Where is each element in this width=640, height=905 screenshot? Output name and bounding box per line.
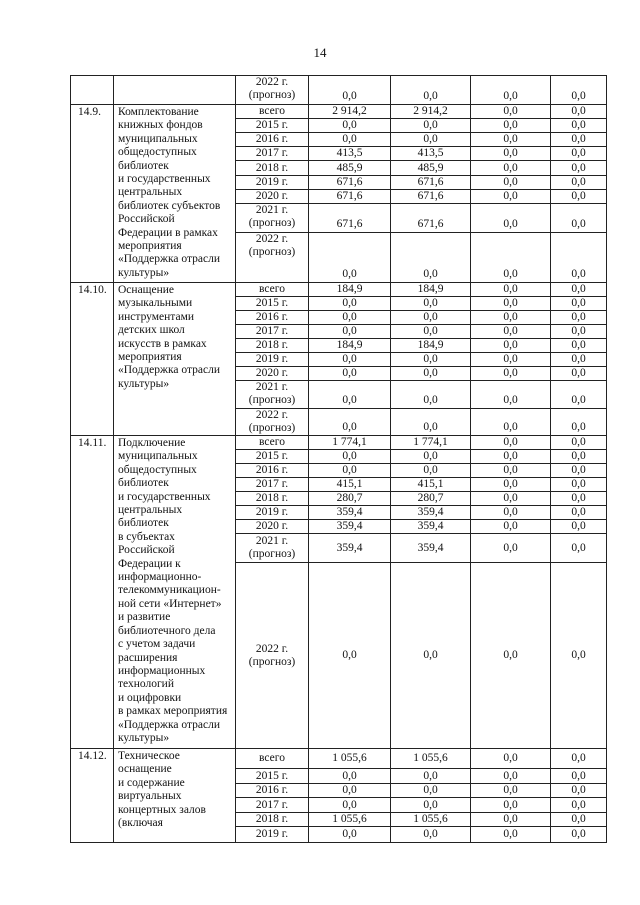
value-cell-col3: 0,0 bbox=[471, 492, 551, 506]
period-cell bbox=[236, 161, 309, 176]
item-number-cell bbox=[71, 436, 114, 749]
value-cell-col1: 0,0 bbox=[309, 367, 391, 381]
value-cell-col1: 359,4 bbox=[309, 520, 391, 534]
value-cell-col2: 0,0 bbox=[391, 233, 471, 283]
item-number: 14.9. bbox=[78, 106, 101, 118]
period-cell bbox=[236, 464, 309, 478]
value-cell-col4: 0,0 bbox=[551, 367, 607, 381]
period-label: 2018 г. bbox=[255, 813, 289, 825]
value-cell-col3: 0,0 bbox=[471, 325, 551, 339]
value-cell-col2: 184,9 bbox=[391, 283, 471, 297]
period-note: (прогноз) bbox=[248, 655, 296, 668]
period-note: (прогноз) bbox=[248, 394, 296, 406]
value-cell-col4: 0,0 bbox=[551, 176, 607, 190]
item-description-line: Российской bbox=[118, 544, 175, 557]
value-cell-col4: 0,0 bbox=[551, 492, 607, 506]
value-cell-col3: 0,0 bbox=[471, 813, 551, 827]
item-description-line: Федерации в рамках bbox=[118, 226, 218, 239]
value-cell-col2: 415,1 bbox=[391, 478, 471, 492]
period-cell bbox=[236, 233, 309, 283]
value-cell-col2: 671,6 bbox=[391, 176, 471, 190]
table-row bbox=[71, 105, 607, 119]
period-cell bbox=[236, 798, 309, 813]
value-cell-col4: 0,0 bbox=[551, 827, 607, 843]
value-cell-col4: 0,0 bbox=[551, 450, 607, 464]
value-cell-col1: 0,0 bbox=[309, 450, 391, 464]
period-label: 2017 г. bbox=[255, 147, 289, 159]
value-cell-col2: 0,0 bbox=[391, 798, 471, 813]
value-cell-col2: 1 055,6 bbox=[391, 813, 471, 827]
item-description-line: технологий bbox=[118, 678, 174, 691]
value-cell-col2: 0,0 bbox=[391, 827, 471, 843]
item-description-line: концертных залов bbox=[118, 803, 206, 816]
period-label: 2017 г. bbox=[255, 478, 289, 490]
period-label: 2015 г. bbox=[255, 297, 289, 309]
value-cell-col1: 671,6 bbox=[309, 190, 391, 204]
period-note: (прогноз) bbox=[248, 89, 296, 101]
value-cell-col4: 0,0 bbox=[551, 190, 607, 204]
item-description-line: ной сети «Интернет» bbox=[118, 597, 222, 610]
value-cell-col4: 0,0 bbox=[551, 161, 607, 176]
value-cell-col4: 0,0 bbox=[551, 784, 607, 798]
period-cell bbox=[236, 133, 309, 147]
value-cell-col2: 413,5 bbox=[391, 147, 471, 161]
period-cell bbox=[236, 367, 309, 381]
table-body bbox=[71, 76, 607, 843]
value-cell-col4: 0,0 bbox=[551, 478, 607, 492]
period-cell bbox=[236, 176, 309, 190]
value-cell-col3: 0,0 bbox=[471, 161, 551, 176]
period-label: 2015 г. bbox=[255, 119, 289, 131]
item-description-line: мероприятия bbox=[118, 240, 182, 253]
value-cell-col4: 0,0 bbox=[551, 798, 607, 813]
value-cell-col3: 0,0 bbox=[471, 409, 551, 436]
value-cell-col1: 0,0 bbox=[309, 353, 391, 367]
value-cell-col3: 0,0 bbox=[471, 283, 551, 297]
period-label: 2015 г. bbox=[255, 769, 289, 782]
period-cell bbox=[236, 813, 309, 827]
period-label: 2019 г. bbox=[255, 353, 289, 365]
value-cell-col4: 0,0 bbox=[551, 105, 607, 119]
value-cell-col3: 0,0 bbox=[471, 827, 551, 843]
value-cell-col3: 0,0 bbox=[471, 311, 551, 325]
value-cell-col1: 1 055,6 bbox=[309, 813, 391, 827]
period-cell bbox=[236, 381, 309, 409]
period-label: 2019 г. bbox=[255, 506, 289, 518]
period-label: 2021 г. bbox=[255, 381, 289, 393]
value-cell-col4: 0,0 bbox=[551, 506, 607, 520]
period-cell bbox=[236, 563, 309, 749]
value-cell-col2: 0,0 bbox=[391, 76, 471, 105]
value-cell-col1: 184,9 bbox=[309, 339, 391, 353]
period-label: всего bbox=[259, 105, 285, 117]
value-cell-col3: 0,0 bbox=[471, 367, 551, 381]
item-description-line: в субъектах bbox=[118, 530, 175, 543]
period-cell bbox=[236, 283, 309, 297]
value-cell-col2: 0,0 bbox=[391, 367, 471, 381]
item-description-line: центральных bbox=[118, 186, 183, 199]
value-cell-col3: 0,0 bbox=[471, 381, 551, 409]
period-label: 2022 г. bbox=[255, 409, 289, 421]
value-cell-col2: 671,6 bbox=[391, 190, 471, 204]
period-label: 2020 г. bbox=[255, 190, 289, 202]
value-cell-col1: 0,0 bbox=[309, 381, 391, 409]
value-cell-col2: 0,0 bbox=[391, 353, 471, 367]
value-cell-col1: 0,0 bbox=[309, 297, 391, 311]
value-cell-col1: 0,0 bbox=[309, 409, 391, 436]
period-label: всего bbox=[259, 283, 285, 295]
value-cell-col2: 359,4 bbox=[391, 520, 471, 534]
table-row bbox=[71, 749, 607, 769]
item-description-line: информационных bbox=[118, 664, 206, 677]
value-cell-col4: 0,0 bbox=[551, 147, 607, 161]
value-cell-col4: 0,0 bbox=[551, 311, 607, 325]
period-cell bbox=[236, 204, 309, 233]
value-cell-col1: 280,7 bbox=[309, 492, 391, 506]
period-cell bbox=[236, 749, 309, 769]
period-cell bbox=[236, 784, 309, 798]
value-cell-col3: 0,0 bbox=[471, 450, 551, 464]
value-cell-col3: 0,0 bbox=[471, 233, 551, 283]
value-cell-col3: 0,0 bbox=[471, 147, 551, 161]
item-description-line: инструментами bbox=[118, 310, 195, 323]
value-cell-col4: 0,0 bbox=[551, 520, 607, 534]
value-cell-col4: 0,0 bbox=[551, 119, 607, 133]
period-cell bbox=[236, 450, 309, 464]
period-label: 2021 г. bbox=[255, 204, 289, 216]
value-cell-col4: 0,0 bbox=[551, 283, 607, 297]
item-description-line: (включая bbox=[118, 817, 163, 830]
value-cell-col3: 0,0 bbox=[471, 297, 551, 311]
period-cell bbox=[236, 297, 309, 311]
period-label: 2019 г. bbox=[255, 828, 289, 840]
item-description-line: Комплектование bbox=[118, 106, 199, 118]
value-cell-col1: 415,1 bbox=[309, 478, 391, 492]
value-cell-col3: 0,0 bbox=[471, 353, 551, 367]
item-description-line: информационно- bbox=[118, 571, 202, 584]
value-cell-col4: 0,0 bbox=[551, 339, 607, 353]
value-cell-col2: 0,0 bbox=[391, 450, 471, 464]
period-cell bbox=[236, 325, 309, 339]
value-cell-col3: 0,0 bbox=[471, 464, 551, 478]
funding-table bbox=[70, 75, 607, 843]
value-cell-col2: 671,6 bbox=[391, 204, 471, 233]
value-cell-col1: 0,0 bbox=[309, 827, 391, 843]
item-description bbox=[114, 105, 236, 283]
value-cell-col1: 359,4 bbox=[309, 534, 391, 563]
value-cell-col1: 0,0 bbox=[309, 325, 391, 339]
value-cell-col3: 0,0 bbox=[471, 506, 551, 520]
item-description-line: Российской bbox=[118, 213, 175, 226]
item-description-line: мероприятия bbox=[118, 351, 182, 364]
item-number-cell bbox=[71, 749, 114, 843]
item-description-line: культуры» bbox=[118, 266, 170, 279]
value-cell-col3: 0,0 bbox=[471, 769, 551, 784]
period-cell bbox=[236, 105, 309, 119]
period-label: 2016 г. bbox=[255, 311, 289, 323]
value-cell-col4: 0,0 bbox=[551, 233, 607, 283]
period-label: 2018 г. bbox=[255, 492, 289, 504]
item-description-line: культуры» bbox=[118, 731, 170, 744]
item-number: 14.12. bbox=[78, 750, 107, 762]
item-description bbox=[114, 76, 236, 105]
value-cell-col1: 1 055,6 bbox=[309, 749, 391, 769]
value-cell-col3: 0,0 bbox=[471, 76, 551, 105]
value-cell-col1: 671,6 bbox=[309, 204, 391, 233]
value-cell-col1: 0,0 bbox=[309, 798, 391, 813]
item-description-line: общедоступных bbox=[118, 463, 197, 476]
item-description-line: музыкальными bbox=[118, 297, 193, 310]
value-cell-col1: 671,6 bbox=[309, 176, 391, 190]
period-label: 2022 г. bbox=[255, 76, 289, 88]
value-cell-col3: 0,0 bbox=[471, 478, 551, 492]
value-cell-col3: 0,0 bbox=[471, 105, 551, 119]
value-cell-col2: 0,0 bbox=[391, 133, 471, 147]
value-cell-col4: 0,0 bbox=[551, 297, 607, 311]
table-row bbox=[71, 76, 607, 105]
item-description-line: и оцифровки bbox=[118, 691, 182, 704]
value-cell-col1: 0,0 bbox=[309, 784, 391, 798]
value-cell-col3: 0,0 bbox=[471, 190, 551, 204]
value-cell-col3: 0,0 bbox=[471, 798, 551, 813]
value-cell-col3: 0,0 bbox=[471, 133, 551, 147]
item-description-line: виртуальных bbox=[118, 790, 182, 803]
value-cell-col1: 1 774,1 bbox=[309, 436, 391, 450]
period-cell bbox=[236, 769, 309, 784]
value-cell-col3: 0,0 bbox=[471, 563, 551, 749]
item-description-line: библиотек bbox=[118, 517, 169, 530]
value-cell-col4: 0,0 bbox=[551, 325, 607, 339]
item-number-cell bbox=[71, 283, 114, 436]
item-description bbox=[114, 749, 236, 843]
period-note: (прогноз) bbox=[248, 217, 296, 229]
period-cell bbox=[236, 353, 309, 367]
table-row bbox=[71, 436, 607, 450]
value-cell-col4: 0,0 bbox=[551, 133, 607, 147]
value-cell-col2: 0,0 bbox=[391, 381, 471, 409]
value-cell-col3: 0,0 bbox=[471, 204, 551, 233]
item-description-line: Оснащение bbox=[118, 284, 175, 296]
item-number-cell bbox=[71, 105, 114, 283]
period-label: 2017 г. bbox=[255, 798, 289, 811]
period-cell bbox=[236, 492, 309, 506]
period-cell bbox=[236, 520, 309, 534]
value-cell-col4: 0,0 bbox=[551, 76, 607, 105]
period-cell bbox=[236, 506, 309, 520]
item-number: 14.10. bbox=[78, 284, 107, 296]
value-cell-col1: 413,5 bbox=[309, 147, 391, 161]
value-cell-col1: 0,0 bbox=[309, 133, 391, 147]
item-description-line: «Поддержка отрасли bbox=[118, 364, 220, 377]
value-cell-col2: 359,4 bbox=[391, 506, 471, 520]
value-cell-col1: 184,9 bbox=[309, 283, 391, 297]
item-description-line: телекоммуникацион- bbox=[118, 584, 221, 597]
value-cell-col3: 0,0 bbox=[471, 534, 551, 563]
value-cell-col3: 0,0 bbox=[471, 749, 551, 769]
period-cell bbox=[236, 478, 309, 492]
item-description-line: библиотечного дела bbox=[118, 624, 216, 637]
item-description-line: искусств в рамках bbox=[118, 337, 207, 350]
value-cell-col2: 0,0 bbox=[391, 563, 471, 749]
period-cell bbox=[236, 311, 309, 325]
value-cell-col2: 0,0 bbox=[391, 464, 471, 478]
value-cell-col4: 0,0 bbox=[551, 353, 607, 367]
period-label: 2021 г. bbox=[255, 535, 289, 547]
item-description-line: книжных фондов bbox=[118, 119, 203, 132]
value-cell-col1: 359,4 bbox=[309, 506, 391, 520]
value-cell-col2: 0,0 bbox=[391, 325, 471, 339]
value-cell-col1: 2 914,2 bbox=[309, 105, 391, 119]
period-cell bbox=[236, 339, 309, 353]
period-label: 2022 г. bbox=[255, 233, 289, 245]
value-cell-col4: 0,0 bbox=[551, 769, 607, 784]
item-description-line: «Поддержка отрасли bbox=[118, 253, 220, 266]
value-cell-col3: 0,0 bbox=[471, 520, 551, 534]
item-description-line: и государственных bbox=[118, 490, 211, 503]
value-cell-col2: 184,9 bbox=[391, 339, 471, 353]
item-description-line: Техническое bbox=[118, 750, 180, 762]
value-cell-col2: 485,9 bbox=[391, 161, 471, 176]
period-label: всего bbox=[259, 752, 285, 764]
period-cell bbox=[236, 76, 309, 105]
value-cell-col4: 0,0 bbox=[551, 381, 607, 409]
value-cell-col1: 0,0 bbox=[309, 311, 391, 325]
period-label: 2017 г. bbox=[255, 325, 289, 337]
period-label: 2022 г. bbox=[255, 642, 289, 655]
value-cell-col4: 0,0 bbox=[551, 204, 607, 233]
item-number: 14.11. bbox=[78, 437, 107, 449]
item-description-line: оснащение bbox=[118, 763, 172, 776]
item-description bbox=[114, 283, 236, 436]
value-cell-col4: 0,0 bbox=[551, 436, 607, 450]
item-description-line: муниципальных bbox=[118, 450, 198, 463]
value-cell-col3: 0,0 bbox=[471, 176, 551, 190]
item-description-line: Федерации к bbox=[118, 557, 181, 570]
value-cell-col4: 0,0 bbox=[551, 534, 607, 563]
value-cell-col2: 2 914,2 bbox=[391, 105, 471, 119]
period-cell bbox=[236, 190, 309, 204]
value-cell-col4: 0,0 bbox=[551, 749, 607, 769]
value-cell-col4: 0,0 bbox=[551, 464, 607, 478]
item-description-line: Подключение bbox=[118, 437, 186, 449]
period-label: 2018 г. bbox=[255, 339, 289, 351]
value-cell-col1: 0,0 bbox=[309, 769, 391, 784]
value-cell-col2: 0,0 bbox=[391, 297, 471, 311]
value-cell-col2: 1 055,6 bbox=[391, 749, 471, 769]
value-cell-col2: 0,0 bbox=[391, 119, 471, 133]
item-description-line: культуры» bbox=[118, 377, 170, 390]
table-row bbox=[71, 283, 607, 297]
page-number: 14 bbox=[313, 45, 327, 60]
period-note: (прогноз) bbox=[248, 422, 296, 434]
value-cell-col4: 0,0 bbox=[551, 813, 607, 827]
item-description-line: муниципальных bbox=[118, 132, 198, 145]
period-label: 2016 г. bbox=[255, 784, 289, 796]
period-cell bbox=[236, 534, 309, 563]
value-cell-col4: 0,0 bbox=[551, 563, 607, 749]
item-description-line: библиотек bbox=[118, 477, 169, 490]
period-cell bbox=[236, 827, 309, 843]
item-description-line: детских школ bbox=[118, 324, 185, 337]
period-label: 2020 г. bbox=[255, 520, 289, 532]
value-cell-col1: 485,9 bbox=[309, 161, 391, 176]
item-description-line: с учетом задачи bbox=[118, 638, 196, 651]
item-description-line: общедоступных bbox=[118, 146, 197, 159]
value-cell-col2: 0,0 bbox=[391, 409, 471, 436]
period-cell bbox=[236, 436, 309, 450]
item-description-line: «Поддержка отрасли bbox=[118, 718, 220, 731]
value-cell-col2: 1 774,1 bbox=[391, 436, 471, 450]
period-label: 2016 г. bbox=[255, 133, 289, 145]
value-cell-col1: 0,0 bbox=[309, 233, 391, 283]
period-label: всего bbox=[259, 436, 285, 448]
item-description-line: и развитие bbox=[118, 611, 171, 624]
value-cell-col3: 0,0 bbox=[471, 339, 551, 353]
item-description-line: и содержание bbox=[118, 776, 185, 789]
period-label: 2018 г. bbox=[255, 161, 289, 174]
value-cell-col2: 0,0 bbox=[391, 769, 471, 784]
value-cell-col2: 359,4 bbox=[391, 534, 471, 563]
value-cell-col4: 0,0 bbox=[551, 409, 607, 436]
value-cell-col1: 0,0 bbox=[309, 464, 391, 478]
period-note: (прогноз) bbox=[248, 548, 296, 560]
value-cell-col3: 0,0 bbox=[471, 436, 551, 450]
value-cell-col2: 0,0 bbox=[391, 784, 471, 798]
value-cell-col1: 0,0 bbox=[309, 563, 391, 749]
period-label: 2020 г. bbox=[255, 367, 289, 379]
period-label: 2015 г. bbox=[255, 450, 289, 462]
item-description-line: библиотек bbox=[118, 159, 169, 172]
item-number-cell bbox=[71, 76, 114, 105]
period-label: 2016 г. bbox=[255, 464, 289, 476]
value-cell-col1: 0,0 bbox=[309, 76, 391, 105]
period-cell bbox=[236, 119, 309, 133]
period-cell bbox=[236, 147, 309, 161]
period-note: (прогноз) bbox=[248, 246, 296, 258]
value-cell-col3: 0,0 bbox=[471, 784, 551, 798]
item-description-line: и государственных bbox=[118, 173, 211, 186]
item-description-line: центральных bbox=[118, 504, 183, 517]
item-description-line: расширения bbox=[118, 651, 178, 664]
value-cell-col2: 0,0 bbox=[391, 311, 471, 325]
period-cell bbox=[236, 409, 309, 436]
item-description-line: в рамках мероприятия bbox=[118, 705, 228, 718]
period-label: 2019 г. bbox=[255, 176, 289, 188]
item-description bbox=[114, 436, 236, 749]
value-cell-col1: 0,0 bbox=[309, 119, 391, 133]
item-description-line: библиотек субъектов bbox=[118, 199, 221, 212]
value-cell-col2: 280,7 bbox=[391, 492, 471, 506]
value-cell-col3: 0,0 bbox=[471, 119, 551, 133]
